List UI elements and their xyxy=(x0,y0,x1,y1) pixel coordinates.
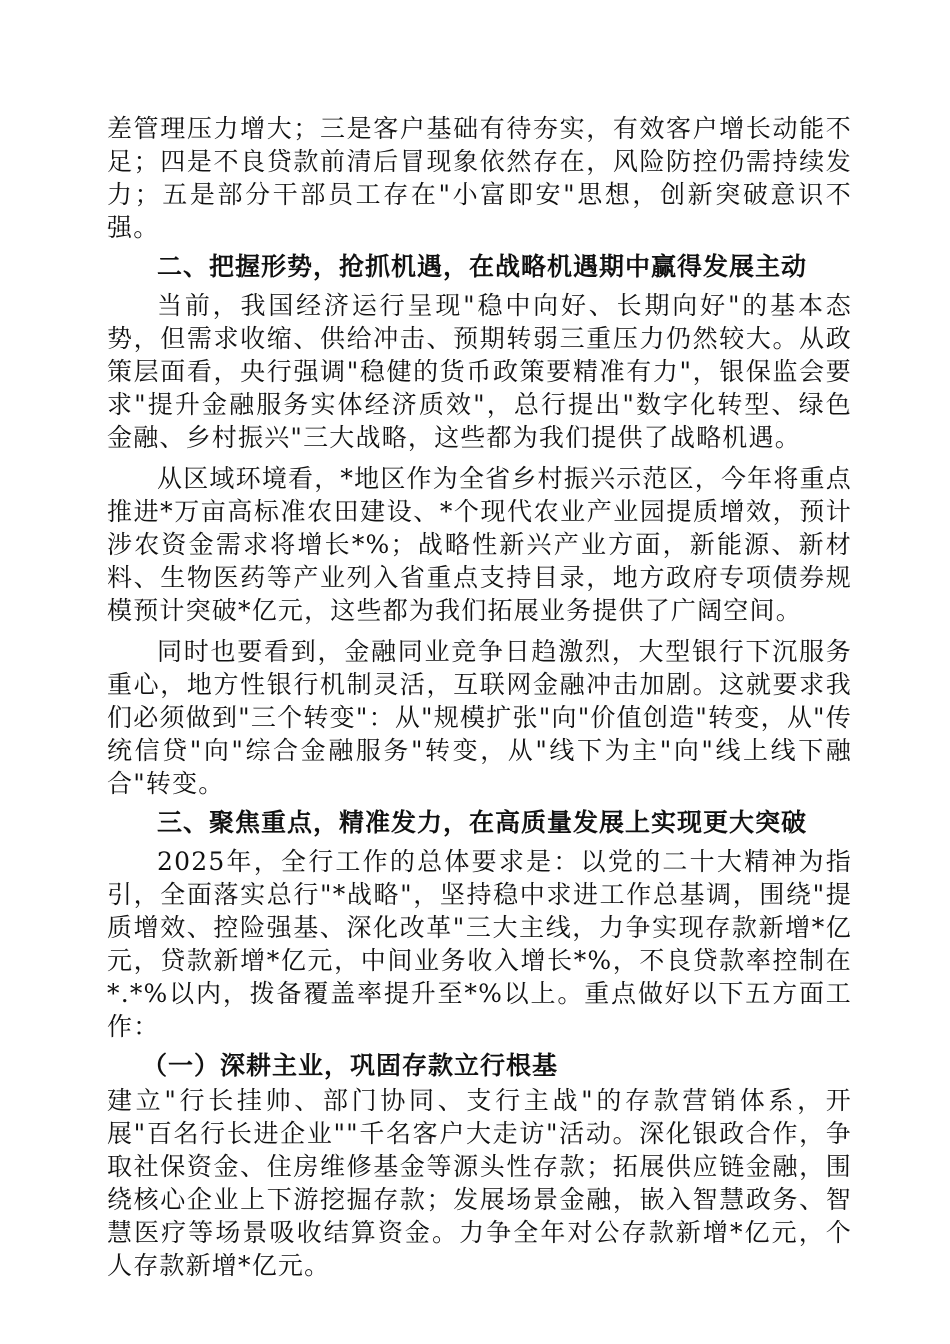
paragraph-regional-environment: 从区域环境看，*地区作为全省乡村振兴示范区，今年将重点推进*万亩高标准农田建设、*个现代农业产业园提质增效，预计涉农资金需求将增长*%；战略性新兴产业方面，新能源、新材料、生物医药等产业列入省重点支持目录，地方政府专项债券规模预计突破*亿元，这些都为我们拓展业务提供了广阔空间。 xyxy=(107,464,852,625)
paragraph-competition: 同时也要看到，金融同业竞争日趋激烈，大型银行下沉服务重心，地方性银行机制灵活，互联网金融冲击加剧。这就要求我们必须做到"三个转变"：从"规模扩张"向"价值创造"转变，从"传统信贷"向"综合金融服务"转变，从"线下为主"向"线上线下融合"转变。 xyxy=(107,637,852,798)
section-heading-3: 三、聚焦重点，精准发力，在高质量发展上实现更大突破 xyxy=(157,808,808,837)
subsection-heading-3-1: （一）深耕主业，巩固存款立行根基 xyxy=(142,1051,559,1080)
paragraph-deposit-strategy: 建立"行长挂帅、部门协同、支行主战"的存款营销体系，开展"百名行长进企业""千名客户大走访"活动。深化银政合作，争取社保资金、住房维修基金等源头性存款；拓展供应链金融，围绕核心企业上下游挖掘存款；发展场景金融，嵌入智慧政务、智慧医疗等场景吸收结算资金。力争全年对公存款新增*亿元，个人存款新增*亿元。 xyxy=(107,1086,852,1280)
paragraph-problems-continued: 差管理压力增大；三是客户基础有待夯实，有效客户增长动能不足；四是不良贷款前清后冒现象依然存在，风险防控仍需持续发力；五是部分干部员工存在"小富即安"思想，创新突破意识不强。 xyxy=(107,114,852,242)
paragraph-overall-requirements: 2025年，全行工作的总体要求是：以党的二十大精神为指引，全面落实总行"*战略"，坚持稳中求进工作总基调，围绕"提质增效、控险强基、深化改革"三大主线，力争实现存款新增*亿元，贷款新增*亿元，中间业务收入增长*%，不良贷款率控制在*.*%以内，拨备覆盖率提升至*%以上。重点做好以下五方面工作： xyxy=(107,847,852,1041)
paragraph-macro-situation: 当前，我国经济运行呈现"稳中向好、长期向好"的基本态势，但需求收缩、供给冲击、预期转弱三重压力仍然较大。从政策层面看，央行强调"稳健的货币政策要精准有力"，银保监会要求"提升金融服务实体经济质效"，总行提出"数字化转型、绿色金融、乡村振兴"三大战略，这些都为我们提供了战略机遇。 xyxy=(107,291,852,452)
document-page xyxy=(107,112,852,1282)
section-heading-2: 二、把握形势，抢抓机遇，在战略机遇期中赢得发展主动 xyxy=(157,252,808,281)
